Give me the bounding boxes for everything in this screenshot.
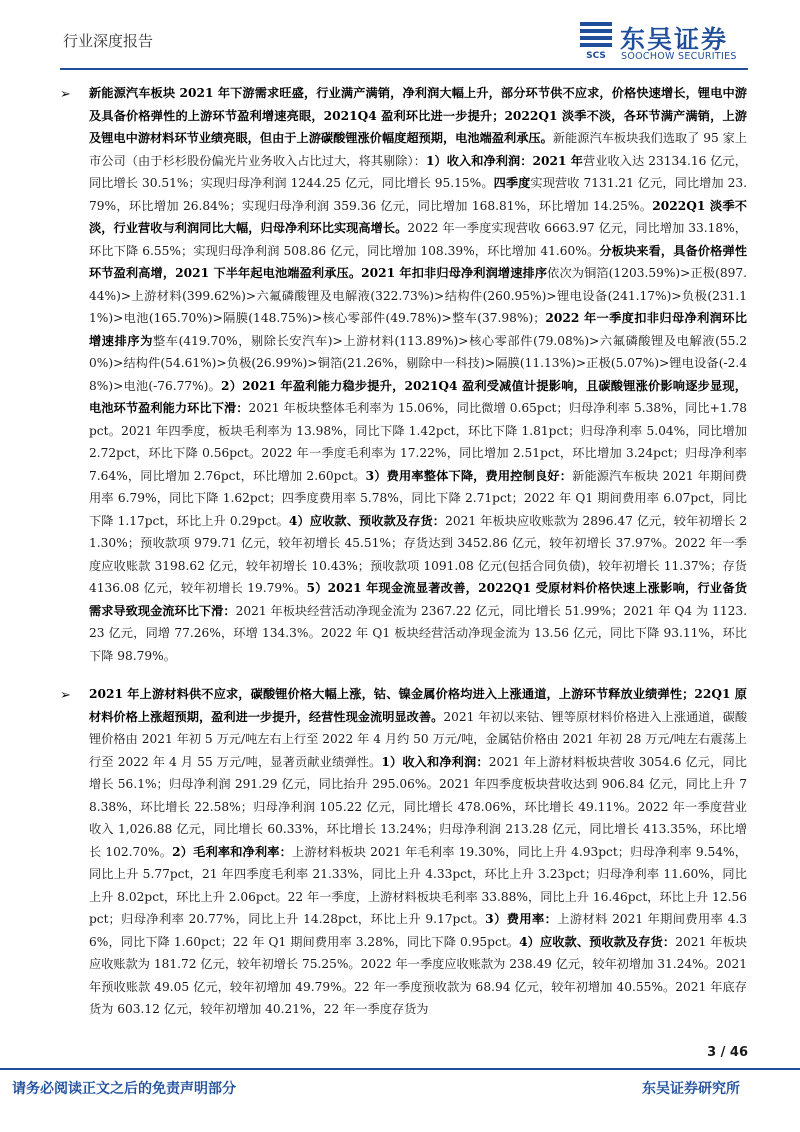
text-run: 实现营收 7131.21 亿元，同比增加 23.79%，环比增加 26.84%；实现归母净利润 359.36 亿元，同比增加 168.81%，环比增加 14.25%。 bbox=[89, 176, 748, 213]
page-number: 3 / 46 bbox=[707, 1045, 748, 1060]
text-run: 2021 年上游材料板块营收 3054.6 亿元，同比增长 56.1%；归母净利润 291.29 亿元，同比抬升 295.06%。2021 年四季度板块营收达到 906.84 亿元，同比上升 78.38%，环比增长 22.58%；归母净利润 105.22 亿元，同比增长 478.06%，环比增长 49.11%。2022 年一季度营业收入 1,026.88 亿元，同比增长 60.33%，环比增长 13.24%；归母净利润 213.28 亿元，同比增长 413.35%，环比增长 102.70%。 bbox=[89, 754, 747, 859]
logo-chinese-name: 东吴证券 bbox=[620, 25, 729, 54]
bold-text-run: 3）费用率： bbox=[485, 912, 558, 926]
bullet-arrow-icon: ➢ bbox=[60, 87, 71, 102]
bullet-arrow-icon: ➢ bbox=[60, 688, 71, 703]
text-run: 新能源汽车板块 2021 年期间费用率 6.79%，同比下降 1.62pct；四季度费用率 5.78%，同比下降 2.71pct；2022 年 Q1 期间费用率 6.07pct，同比下降 1.17pct，环比上升 0.29pct。 bbox=[89, 468, 747, 528]
logo-english-name: SOOCHOW SECURITIES bbox=[621, 51, 737, 62]
bold-text-run: 3）费用率整体下降，费用控制良好： bbox=[365, 468, 573, 483]
text-run: 2021 年板块经营活动净现金流为 2367.22 亿元，同比增长 51.99%；2021 年 Q4 为 1123.23 亿元，同增 77.26%，环增 134.3%。2022 年 Q1 板块经营活动净现金流为 13.56 亿元，同比下降 93.11%，环比下降 98.79%。 bbox=[89, 603, 748, 663]
bold-text-run: 4）应收款、预收款及存货： bbox=[288, 513, 446, 528]
header-divider bbox=[60, 68, 748, 70]
bold-text-run: 5）2021 年现金流显著改善，2022Q1 受原材料价格快速上涨影响，行业备货需求导致现金流环比下滑： bbox=[89, 581, 747, 618]
soochow-logo-icon bbox=[578, 20, 614, 60]
svg-text:SCS: SCS bbox=[586, 51, 606, 60]
text-run: 整车(419.70%，剔除长安汽车)>上游材料(113.89%)>核心零部件(79.08%)>六氟磷酸锂及电解液(55.20%)>结构件(54.61%)>负极(26.99%)>铜箔(21.26%，剔除中一科技)>隔膜(11.13%)>正极(5.07%)>锂电设备(-2.48%)>电池(-76.77%)。 bbox=[89, 333, 747, 393]
disclaimer-note: 请务必阅读正文之后的免责声明部分 bbox=[12, 1081, 236, 1097]
text-run: 依次为铜箔(1203.59%)>正极(897.44%)>上游材料(399.62%)>六氟磷酸锂及电解液(322.73%)>结构件(260.95%)>锂电设备(241.17%)>负极(231.11%)>电池(165.70%)>隔膜(148.75%)>核心零部件(49.78%)>整车(37.98%)； bbox=[89, 266, 748, 325]
text-run: 上游材料 2021 年期间费用率 4.36%，同比下降 1.60pct；22 年 Q1 期间费用率 3.28%，同比下降 0.95pct。 bbox=[89, 912, 747, 949]
section-ev-sector bbox=[60, 82, 750, 667]
text-run: 上游材料板块 2021 年毛利率 19.30%，同比上升 4.93pct；归母净利率 9.54%，同比上升 5.77pct，21 年四季度毛利率 21.33%，同比上升 4.33pct，环比上升 3.23pct；归母净利率 11.60%，同比上升 8.02pct，环比上升 2.06pct。22 年一季度，上游材料板块毛利率 33.88%，同比上升 16.46pct，环比上升 12.56pct；归母净利率 20.77%，同比上升 14.28pct，环比上升 9.17pct。 bbox=[89, 844, 747, 926]
section-paragraph bbox=[89, 683, 747, 1021]
report-type-label: 行业深度报告 bbox=[63, 32, 154, 50]
text-run: 新能源汽车板块我们选取了 95 家上市公司（由于杉杉股份偏光片业务收入占比过大，将其剔除）： bbox=[89, 131, 748, 168]
footer-divider bbox=[0, 1068, 800, 1070]
bold-text-run: 分板块来看，具备价格弹性环节盈利高增，2021 下半年起电池端盈利承压。2021 年扣非归母净利润增速排序 bbox=[89, 243, 748, 280]
bold-text-run: 2022 年一季度扣非归母净利润环比增速排序为 bbox=[89, 311, 747, 348]
text-run: 营业收入达 23134.16 亿元，同比增长 30.51%；实现归母净利润 1244.25 亿元，同比增长 95.15%。 bbox=[89, 153, 747, 190]
bold-text-run: 2022Q1 淡季不淡，行业营收与利润同比大幅，归母净利环比实现高增长。 bbox=[89, 198, 747, 235]
text-run: 2021 年板块应收账款为 2896.47 亿元，较年初增长 21.30%；预收款项 979.71 亿元，较年初增长 45.51%；存货达到 3452.86 亿元，较年初增长 37.97%。2022 年一季度应收账款 3198.62 亿元，较年初增长 10.43%；预收款项 1091.08 亿元(包括合同负债)，较年初增长 11.37%；存货 4136.08 亿元，较年初增长 19.79%。 bbox=[89, 513, 748, 595]
bold-text-run: 2）2021 年盈利能力稳步提升，2021Q4 盈利受减值计提影响，且碳酸锂涨价影响逐步显现，电池环节盈利能力环比下滑： bbox=[89, 378, 747, 415]
section-upstream-materials bbox=[60, 683, 750, 1021]
text-run: 2022 年一季度实现营收 6663.97 亿元，同比增加 33.18%，环比下降 6.55%；实现归母净利润 508.86 亿元，同比增加 108.39%，环比增加 41.60%。 bbox=[89, 221, 747, 258]
bold-text-run: 1）收入和净利润：2021 年 bbox=[425, 153, 584, 168]
bold-text-run: 1）收入和净利润： bbox=[381, 754, 489, 769]
bold-text-run: 新能源汽车板块 2021 年下游需求旺盛，行业满产满销，净利润大幅上升，部分环节供不应求，价格快速增长，锂电中游及具备价格弹性的上游环节盈利增速亮眼，2021Q4 盈利环比进一步提升；2022Q1 淡季不淡，各环节满产满销，上游及锂电中游材料环节业绩亮眼，但由于上游碳酸锂涨价幅度超预期，电池端盈利承压。 bbox=[89, 86, 747, 145]
section-paragraph bbox=[89, 82, 747, 667]
bold-text-run: 4）应收款、预收款及存货： bbox=[519, 934, 676, 949]
research-institute-label: 东吴证券研究所 bbox=[642, 1081, 740, 1097]
bold-text-run: 2021 年上游材料供不应求，碳酸锂价格大幅上涨，钴、镍金属价格均进入上涨通道，上游环节释放业绩弹性；22Q1 原材料价格上涨超预期，盈利进一步提升，经营性现金流明显改善。 bbox=[89, 687, 747, 724]
text-run: 2021 年初以来钴、锂等原材料价格进入上涨通道，碳酸锂价格由 2021 年初 5 万元/吨左右上行至 2022 年 4 月约 50 万元/吨，金属钴价格由 2021 年初 28 万元/吨左右震荡上行至 2022 年 4 月 55 万元/吨，显著贡献业绩弹性。 bbox=[89, 709, 748, 769]
brand-logo bbox=[578, 18, 748, 66]
text-run: 2021 年板块整体毛利率为 15.06%，同比微增 0.65pct；归母净利率 5.38%，同比+1.78pct。2021 年四季度，板块毛利率为 13.98%，同比下降 1.42pct，环比下降 1.81pct；归母净利率 5.04%，同比增加 2.72pct，环比下降 0.56pct。2022 年一季度毛利率为 17.22%，同比增加 2.51pct，环比增加 3.24pct；归母净利率 7.64%，同比增加 2.76pct，环比增加 2.60pct。 bbox=[89, 401, 747, 483]
bold-text-run: 四季度 bbox=[493, 176, 531, 190]
text-run: 2021 年板块应收账款为 181.72 亿元，较年初增长 75.25%。2022 年一季度应收账款为 238.49 亿元，较年初增加 31.24%。2021 年预收账款 49.05 亿元，较年初增加 49.79%。22 年一季度预收款为 68.94 亿元，较年初增加 40.55%。2021 年底存货为 603.12 亿元，较年初增加 40.21%，22 年一季度存货为 bbox=[89, 934, 748, 1016]
bold-text-run: 2）毛利率和净利率： bbox=[172, 844, 292, 859]
